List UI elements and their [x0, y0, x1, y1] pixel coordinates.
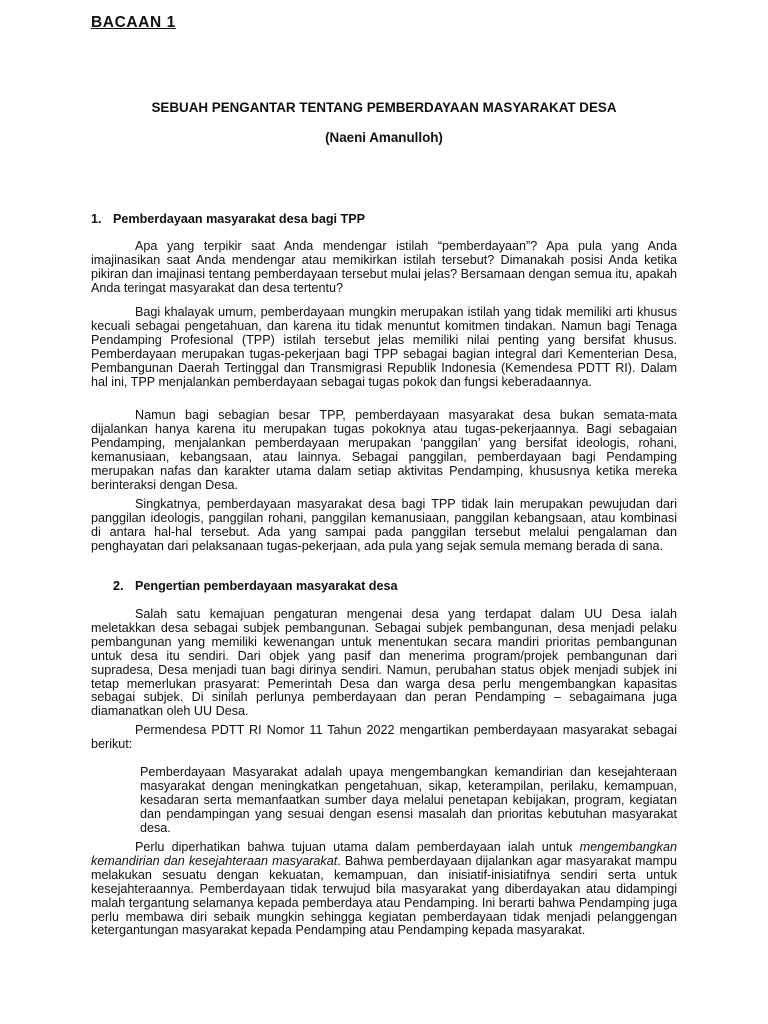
- section-1-title: Pemberdayaan masyarakat desa bagi TPP: [113, 212, 366, 226]
- section-2-paragraph-3: [91, 841, 677, 938]
- section-2-number: 2.: [113, 579, 124, 593]
- section-1-paragraph-1: Apa yang terpikir saat Anda mendengar istilah “pemberdayaan”? Apa pula yang Anda imajinasikan saat Anda mendengar atau memikirkan istilah tersebut? Dimanakah posisi Anda ketika pikiran dan imajinasi tentang pemberdayaan tersebut mulai jelas? Bersamaan dengan semua itu, apakah Anda teringat masyarakat dan desa tertentu?: [91, 239, 677, 295]
- section-1-paragraph-2: Bagi khalayak umum, pemberdayaan mungkin merupakan istilah yang tidak memiliki arti khusus kecuali sebagai pengetahuan, dan karena itu tidak menuntut komitmen tindakan. Namun bagi Tenaga Pendamping Profesional (TPP) istilah tersebut jelas memiliki nilai penting yang bersifat khusus. Pemberdayaan merupakan tugas-pekerjaan bagi TPP sebagai bagian integral dari Kementerian Desa, Pembangunan Daerah Tertinggal dan Transmigrasi Republik Indonesia (Kemendesa PDTT RI). Dalam hal ini, TPP menjalankan pemberdayaan sebagai tugas pokok dan fungsi keberadaannya.: [91, 305, 677, 389]
- reading-label: BACAAN 1: [91, 14, 176, 31]
- paragraph-3-rest: . Bahwa pemberdayaan dijalankan agar masyarakat mampu melakukan sesuatu dengan kekuatan, kemampuan, dan inisiatif-inisiatifnya sendiri serta untuk kesejahteraannya. Pemberdayaan tidak terwujud bila masyarakat yang diberdayakan atau didampingi malah tergantung selamanya kepada pemberdaya atau Pendamping. Ini berarti bahwa Pendamping juga perlu membawa diri sebaik mungkin sehingga kegiatan pemberdayaan tidak menjadi pelanggengan ketergantungan masyarakat kepada Pendamping atau Pendamping kepada masyarakat.: [91, 853, 677, 938]
- document-title: SEBUAH PENGANTAR TENTANG PEMBERDAYAAN MASYARAKAT DESA: [151, 100, 617, 115]
- section-1-heading: [91, 212, 365, 226]
- section-1-number: 1.: [91, 212, 102, 226]
- paragraph-3-emphasis: mengembangkan kemandirian dan kesejahteraan masyarakat: [91, 840, 677, 868]
- definition-quote: Pemberdayaan Masyarakat adalah upaya mengembangkan kemandirian dan kesejahteraan masyarakat dengan meningkatkan pengetahuan, sikap, keterampilan, perilaku, kemampuan, kesadaran serta memanfaatkan sumber daya melalui penetapan kebijakan, program, kegiatan dan pendampingan yang sesuai dengan esensi masalah dan prioritas kebutuhan masyarakat desa.: [140, 765, 677, 835]
- section-2-title: Pengertian pemberdayaan masyarakat desa: [135, 579, 398, 593]
- paragraph-3-intro: Perlu diperhatikan bahwa tujuan utama dalam pemberdayaan ialah untuk: [135, 840, 580, 854]
- section-2-paragraph-2: Permendesa PDTT RI Nomor 11 Tahun 2022 mengartikan pemberdayaan masyarakat sebagai berikut:: [91, 723, 677, 751]
- section-1-paragraph-4: Singkatnya, pemberdayaan masyarakat desa bagi TPP tidak lain merupakan pewujudan dari panggilan ideologis, panggilan rohani, panggilan kemanusiaan, panggilan kebangsaan, atau kombinasi di antara hal-hal tersebut. Ada yang sampai pada panggilan tersebut melalui pengalaman dan penghayatan dari pelaksanaan tugas-pekerjaan, ada pula yang sejak semula memang berada di sana.: [91, 497, 677, 553]
- section-2-heading: [113, 579, 398, 593]
- section-1-paragraph-3: Namun bagi sebagian besar TPP, pemberdayaan masyarakat desa bukan semata-mata dijalankan hanya karena itu merupakan tugas pokoknya atau tugas-pekerjaannya. Bagi sebagaian Pendamping, menjalankan pemberdayaan merupakan ‘panggilan’ yang bersifat ideologis, rohani, kemanusiaan, kebangsaan, atau lainnya. Sebagai panggilan, pemberdayaan bagi Pendamping merupakan nafas dan karakter utama dalam setiap aktivitas Pendamping, khususnya ketika mereka berinteraksi dengan Desa.: [91, 408, 677, 492]
- section-2-paragraph-1: Salah satu kemajuan pengaturan mengenai desa yang terdapat dalam UU Desa ialah meletakkan desa sebagai subjek pembangunan. Sebagai subjek pembangunan, desa menjadi pelaku pembangunan yang memiliki kewenangan untuk menentukan secara mandiri prioritas pembangunan untuk desa itu sendiri. Dari objek yang pasif dan menerima program/projek pembangunan dari supradesa, Desa menjadi tuan bagi dirinya sendiri. Namun, perubahan status objek menjadi subjek ini tetap memerlukan prasyarat: Pemerintah Desa dan warga desa perlu mengembangkan kapasitas sebagai subjek. Di sinilah perlunya pemberdayaan dan peran Pendamping – sebagaimana juga diamanatkan oleh UU Desa.: [91, 607, 677, 719]
- document-author: (Naeni Amanulloh): [325, 130, 443, 145]
